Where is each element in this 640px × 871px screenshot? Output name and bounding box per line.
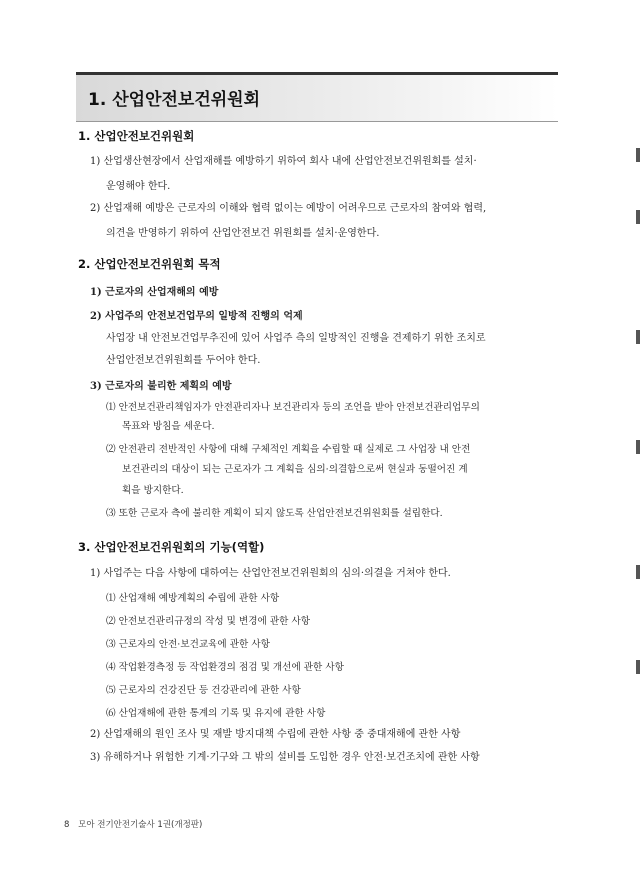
s1-item-1-line-2: 운영해야 한다. — [106, 181, 171, 192]
s2-item-2-text-2: 산업안전보건위원회를 두어야 한다. — [106, 355, 261, 366]
edge-mark — [636, 330, 640, 344]
s3-item-3: 3) 유해하거나 위험한 기계·기구와 그 밖의 설비를 도입한 경우 안전·보건조치에 관한 사항 — [90, 752, 480, 763]
s1-item-2-line-1: 2) 산업재해 예방은 근로자의 이해와 협력 없이는 예방이 어려우므로 근로자의 참여와 협력, — [90, 203, 487, 214]
s2-item-2-title: 2) 사업주의 안전보건업무의 일방적 진행의 억제 — [90, 311, 303, 322]
book-title: 모아 전기안전기술사 1권(개정판) — [78, 820, 203, 830]
section-1-heading: 1. 산업안전보건위원회 — [78, 129, 195, 143]
edge-mark — [636, 565, 640, 579]
s2-sub-1-line-2: 목표와 방침을 세운다. — [122, 421, 215, 432]
page-footer — [64, 818, 202, 830]
chapter-title: 1. 산업안전보건위원회 — [88, 90, 261, 110]
s2-sub-2-line-2: 보건관리의 대상이 되는 근로자가 그 계획을 심의·의결함으로써 현실과 동떨어진 계 — [122, 464, 468, 475]
edge-mark — [636, 148, 640, 162]
s2-item-1: 1) 근로자의 산업재해의 예방 — [90, 287, 219, 298]
chapter-title-bar — [76, 72, 558, 122]
s1-item-1-line-1: 1) 산업생산현장에서 산업재해를 예방하기 위하여 회사 내에 산업안전보건위원회를 설치· — [90, 156, 477, 167]
s3-sub-4: ⑷ 작업환경측정 등 작업환경의 점검 및 개선에 관한 사항 — [106, 662, 344, 673]
s3-sub-2: ⑵ 안전보건관리규정의 작성 및 변경에 관한 사항 — [106, 616, 310, 627]
s3-item-2: 2) 산업재해의 원인 조사 및 재발 방지대책 수립에 관한 사항 중 중대재해에 관한 사항 — [90, 729, 461, 740]
edge-mark — [636, 660, 640, 674]
s3-sub-5: ⑸ 근로자의 건강진단 등 건강관리에 관한 사항 — [106, 685, 301, 696]
s2-item-3-title: 3) 근로자의 불리한 제획의 예방 — [90, 381, 232, 392]
s2-item-2-text-1: 사업장 내 안전보건업무추진에 있어 사업주 측의 일방적인 진행을 견제하기 위한 조치로 — [106, 333, 486, 344]
s2-sub-2-line-3: 획을 방지한다. — [122, 485, 184, 496]
edge-mark — [636, 210, 640, 224]
s2-sub-3-line-1: ⑶ 또한 근로자 측에 불리한 계획이 되지 않도록 산업안전보건위원회를 설립한다. — [106, 508, 443, 519]
s2-sub-1-line-1: ⑴ 안전보건관리책임자가 안전관리자나 보건관리자 등의 조언을 받아 안전보건관리업무의 — [106, 402, 480, 413]
section-3-heading: 3. 산업안전보건위원회의 기능(역할) — [78, 540, 265, 554]
s3-sub-1: ⑴ 산업재해 예방계획의 수립에 관한 사항 — [106, 593, 280, 604]
s3-sub-3: ⑶ 근로자의 안전·보건교육에 관한 사항 — [106, 639, 270, 650]
s2-sub-2-line-1: ⑵ 안전관리 전반적인 사항에 대해 구체적인 계획을 수립할 때 실제로 그 사업장 내 안전 — [106, 444, 471, 455]
section-2-heading: 2. 산업안전보건위원회 목적 — [78, 257, 221, 271]
s3-item-1: 1) 사업주는 다음 사항에 대하여는 산업안전보건위원회의 심의·의결을 거쳐야 한다. — [90, 568, 451, 579]
s1-item-2-line-2: 의견을 반영하기 위하여 산업안전보건 위원회를 설치·운영한다. — [106, 228, 380, 239]
edge-mark — [636, 440, 640, 454]
page-number: 8 — [64, 820, 70, 830]
s3-sub-6: ⑹ 산업재해에 관한 통계의 기록 및 유지에 관한 사항 — [106, 708, 326, 719]
